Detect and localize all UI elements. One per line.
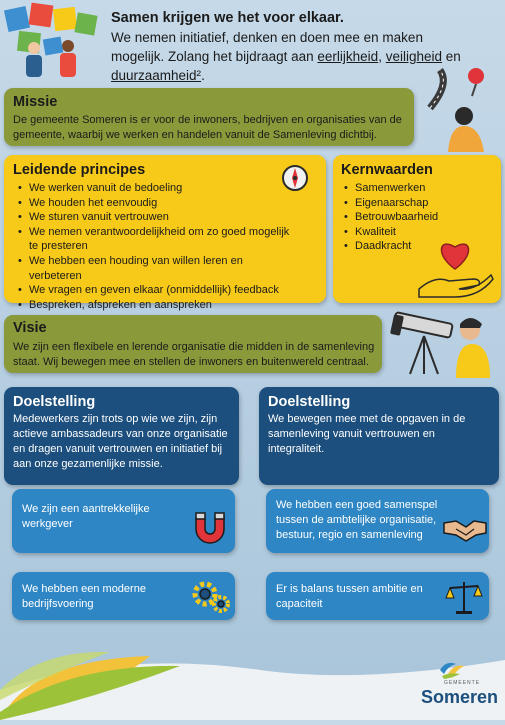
list-item: • Kwaliteit <box>342 225 492 240</box>
doel-left-title: Doelstelling <box>13 394 96 410</box>
kernwaarden-title: Kernwaarden <box>341 162 433 178</box>
list-item: • We hebben een houding van willen leren en verbeteren <box>16 254 296 283</box>
intro-line1: We nemen initiatief, denken en doen mee en maken <box>111 30 423 45</box>
principes-title: Leidende principes <box>13 162 146 178</box>
sub-box-balans <box>266 572 489 620</box>
list-item: • We sturen vanuit vertrouwen <box>16 210 296 225</box>
intro-end: . <box>201 68 205 83</box>
keyword-eerlijkheid: eerlijkheid <box>317 49 379 64</box>
sub-balans-text: Er is balans tussen ambitie en capaciteit <box>276 583 423 610</box>
puzzle-people-icon <box>4 2 100 84</box>
keyword-veiligheid: veiligheid <box>385 49 443 64</box>
missie-text: De gemeente Someren is er voor de inwoners, bedrijven en organisaties van de gemeente, waarbij we werken en handelen vanuit de Samenleving dichtbij. <box>13 114 402 141</box>
visie-text: We zijn een flexibele en lerende organisatie die midden in de samenleving staat. Wij bewegen mee en stellen de inwoners en buitenwereld centraal. <box>13 341 375 368</box>
doel-right-text: We bewegen mee met de opgaven in de samenleving vanuit vertrouwen en integraliteit. <box>268 413 466 455</box>
gears-icon <box>190 576 232 616</box>
missie-title: Missie <box>13 94 58 110</box>
telescope-icon <box>386 306 504 378</box>
heart-hand-icon <box>415 235 495 299</box>
list-item: • Betrouwbaarheid <box>342 210 492 225</box>
visie-title: Visie <box>13 320 47 336</box>
compass-icon <box>280 163 310 193</box>
kernwaarden-card <box>333 155 501 303</box>
sub-bedrijfsvoering-text: We hebben een moderne bedrijfsvoering <box>22 583 146 610</box>
intro-sep: en <box>442 49 461 64</box>
list-item: • Eigenaarschap <box>342 196 492 211</box>
logo-name: Someren <box>421 687 499 707</box>
visie-card <box>4 315 382 373</box>
sub-box-bedrijfsvoering <box>12 572 235 620</box>
doel-left-text: Medewerkers zijn trots op wie we zijn, zijn actieve ambassadeurs van onze organisatie en dragen vanuit vertrouwen en initiatief bij aan onze gezamenlijke missie. <box>13 413 228 470</box>
doel-right-title: Doelstelling <box>268 394 351 410</box>
list-item: • Daadkracht <box>342 239 492 254</box>
list-item: • We houden het eenvoudig <box>16 196 296 211</box>
scale-icon <box>444 578 484 616</box>
keyword-duurzaamheid: duurzaamheid² <box>111 68 202 83</box>
principes-card <box>4 155 326 311</box>
missie-card <box>4 88 414 146</box>
handshake-icon <box>442 515 488 545</box>
principes-list <box>16 181 296 312</box>
list-item: • Bespreken, afspreken en aanspreken <box>16 298 296 313</box>
logo-mark-icon <box>438 658 466 680</box>
list-item: • Samenwerken <box>342 181 492 196</box>
list-item: • We werken vanuit de bedoeling <box>16 181 296 196</box>
list-item: • We vragen en geven elkaar (onmiddellijk) feedback <box>16 283 296 298</box>
someren-logo <box>420 658 502 716</box>
intro-sep: , <box>378 49 382 64</box>
intro-title: Samen krijgen we het voor elkaar. <box>111 10 344 26</box>
sub-box-samenspel <box>266 489 489 553</box>
sub-box-werkgever <box>12 489 235 553</box>
doelstelling-left-card <box>4 387 239 485</box>
list-item: • We nemen verantwoordelijkheid om zo goed mogelijk te presteren <box>16 225 296 254</box>
intro-line2: mogelijk. Zolang het bijdraagt aan <box>111 49 314 64</box>
magnet-icon <box>190 507 230 547</box>
sub-werkgever-text: We zijn een aantrekkelijke werkgever <box>22 503 150 530</box>
sub-samenspel-text: We hebben een goed samenspel tussen de ambtelijke organisatie, bestuur, regio en samenleving <box>276 499 438 541</box>
doelstelling-right-card <box>259 387 499 485</box>
map-pin-road-icon <box>420 64 500 152</box>
logo-gemeente-label: GEMEENTE <box>444 680 481 686</box>
